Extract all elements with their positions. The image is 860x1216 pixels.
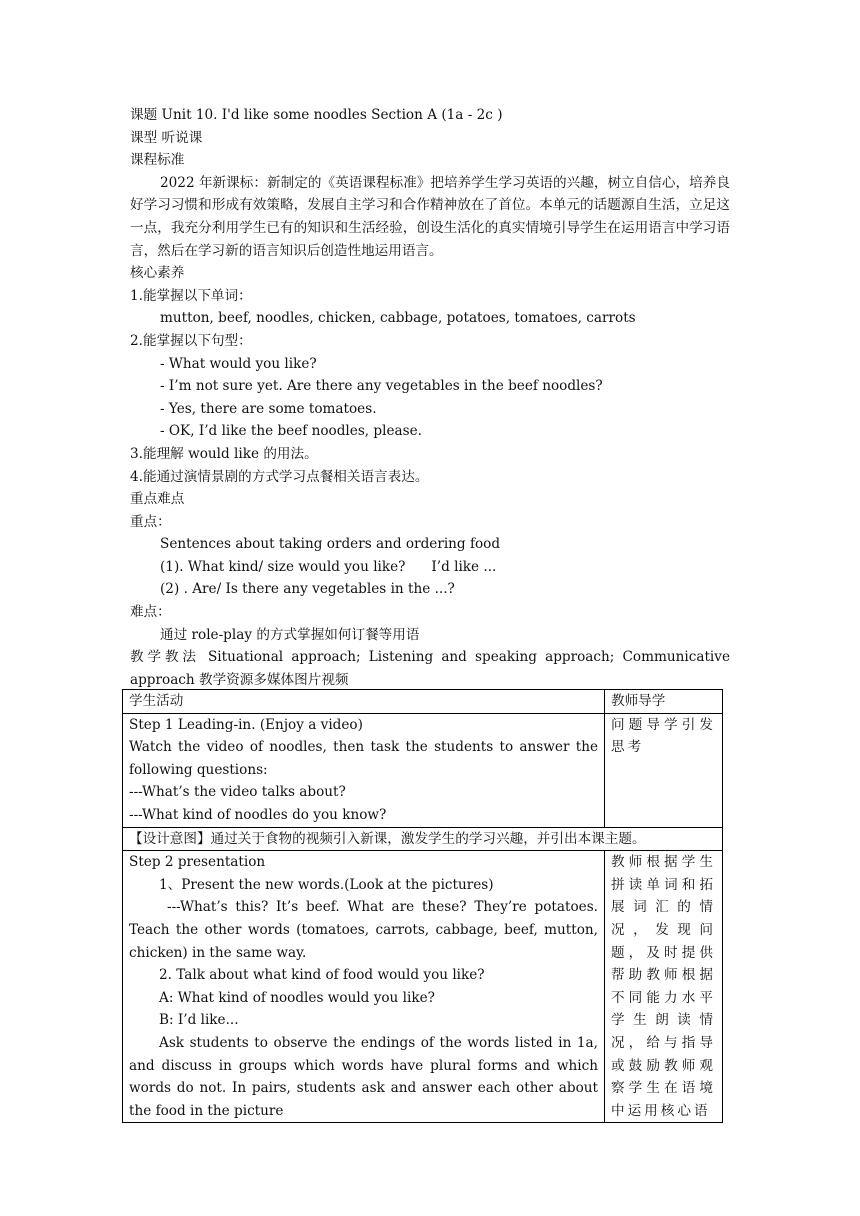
key-label: 重点： <box>130 513 171 530</box>
table-header-row <box>123 690 723 714</box>
table-row-step1 <box>123 713 723 827</box>
standard-paragraph: 2022 年新课标：新制定的《英语课程标准》把培养学生学习英语的兴趣，树立自信心，培养良好学习习惯和形成有效策略，发展自主学习和合作精神放在了首位。本单元的话题源自生活，立足这一点，我充分利用学生已有的知识和生活经验，创设生活化的真实情境引导学生在运用语言中学习语言，然后在学习新的语言知识后创造性地运用语言。 <box>130 174 730 259</box>
method-paragraph: 教学教法 Situational approach; Listening and speaking approach; Communicative approach 教学资源多媒体图片视频 <box>130 649 730 688</box>
difficult-label: 难点： <box>130 604 171 621</box>
key-line: (1). What kind/ size would you like? I’d like ... <box>160 558 497 575</box>
col-teacher-header: 教师导学 <box>605 690 723 714</box>
core-item-2: 2.能掌握以下句型： <box>130 332 252 349</box>
activity-table <box>122 689 723 1123</box>
step1-guide: 问题导学引发思考 <box>611 716 716 756</box>
step1-question: ---What’s the video talks about? <box>129 784 346 801</box>
design-intent: 【设计意图】通过关于食物的视频引入新课，激发学生的学习兴趣，并引出本课主题。 <box>123 827 723 851</box>
difficult-line: 通过 role-play 的方式掌握如何订餐等用语 <box>160 626 420 643</box>
core-sentence: - What would you like? <box>160 355 317 372</box>
step2-guide: 教师根据学生拼读单词和拓展词汇的情况，发现问题，及时提供帮助教师根据不同能力水平学生朗读情况，给与指导或鼓励教师观察学生在语境中运用核心语 <box>611 854 716 1119</box>
lesson-type-line: 课型 听说课 <box>130 129 203 146</box>
step1-question: ---What kind of noodles do you know? <box>129 806 387 823</box>
step1-text: Watch the video of noodles, then task the students to answer the following questions: <box>129 739 598 778</box>
core-item-3: 3.能理解 would like 的用法。 <box>130 445 318 462</box>
step2-text: ---What’s this? It’s beef. What are these? They’re potatoes. Teach the other words (tomatoes, carrots, cabbage, beef, mutton, chicken) in the same way. <box>129 899 598 961</box>
table-row-design <box>123 827 723 851</box>
topic-line: 课题 Unit 10. I'd like some noodles Section A (1a - 2c ) <box>130 107 503 123</box>
core-item-4: 4.能通过演情景剧的方式学习点餐相关语言表达。 <box>130 468 429 485</box>
core-words: mutton, beef, noodles, chicken, cabbage, potatoes, tomatoes, carrots <box>160 310 636 327</box>
step1-title: Step 1 Leading-in. (Enjoy a video) <box>129 716 363 733</box>
core-sentence: - OK, I’d like the beef noodles, please. <box>160 423 422 440</box>
step2-text: 1、Present the new words.(Look at the pictures) <box>159 876 494 893</box>
col-student-header: 学生活动 <box>123 690 605 714</box>
core-sentence: - Yes, there are some tomatoes. <box>160 400 377 417</box>
step2-text: B: I’d like... <box>159 1012 239 1029</box>
standard-heading: 课程标准 <box>130 152 185 169</box>
step2-text: 2. Talk about what kind of food would you like? <box>159 967 485 984</box>
key-heading: 重点难点 <box>130 491 185 508</box>
step2-text: Ask students to observe the endings of the words listed in 1a, and discuss in groups which words have plural forms and which words do not. In pairs, students ask and answer each other about the food in the picture <box>129 1034 598 1119</box>
core-item-1: 1.能掌握以下单词： <box>130 287 252 304</box>
step1-cell <box>123 713 605 827</box>
lesson-plan-text <box>130 104 730 691</box>
step2-text: A: What kind of noodles would you like? <box>159 989 435 1006</box>
key-line: Sentences about taking orders and ordering food <box>160 536 501 553</box>
step2-guide-cell <box>605 851 723 1123</box>
table-row-step2 <box>123 851 723 1123</box>
core-sentence: - I’m not sure yet. Are there any vegetables in the beef noodles? <box>160 378 603 395</box>
step2-cell <box>123 851 605 1123</box>
step2-title: Step 2 presentation <box>129 854 266 871</box>
key-line: (2) . Are/ Is there any vegetables in the ...? <box>160 581 455 598</box>
step1-guide-cell <box>605 713 723 827</box>
core-heading: 核心素养 <box>130 265 185 282</box>
